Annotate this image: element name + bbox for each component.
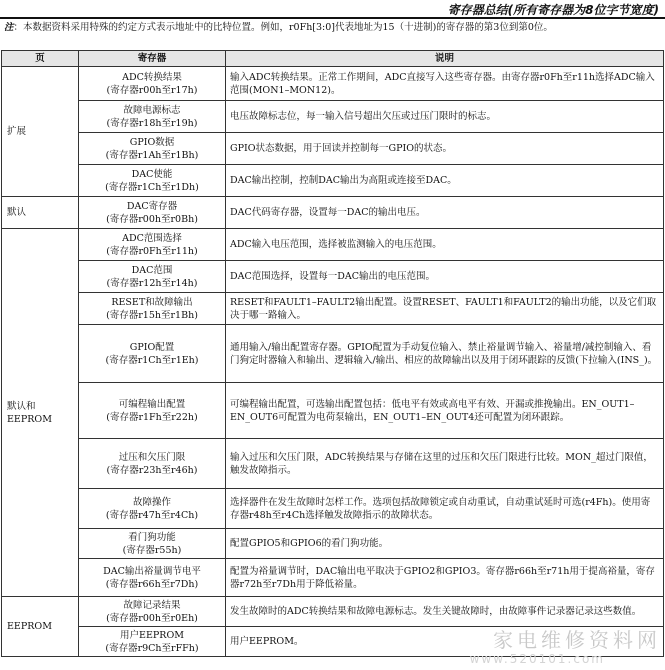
header-register: 寄存器 (79, 51, 226, 67)
register-range: (寄存器r18h至r19h) (106, 117, 198, 129)
register-range: (寄存器r66h至r7Dh) (105, 578, 199, 590)
table-row (2, 165, 664, 197)
description-cell: RESET和FAULT1–FAULT2输出配置。设置RESET、FAULT1和FAULT2的输出功能，以及它们取决于哪一路输入。 (226, 293, 664, 325)
description-cell: 发生故障时的ADC转换结果和故障电源标志。发生关键故障时，由故障事件记录器记录这些数值。 (226, 597, 664, 627)
register-name: 故障操作 (132, 496, 171, 508)
table-row (2, 67, 664, 101)
register-cell (79, 165, 226, 197)
table-row (2, 559, 664, 597)
register-range: (寄存器r12h至r14h) (106, 277, 198, 289)
register-cell (79, 101, 226, 133)
register-cell (79, 197, 226, 229)
note-prefix: 注 (4, 22, 14, 33)
description-cell: GPIO状态数据，用于回读并控制每一GPIO的状态。 (226, 133, 664, 165)
register-range: (寄存器r00h至r0Bh) (106, 213, 198, 225)
table-row (2, 197, 664, 229)
register-name: ADC转换结果 (122, 71, 182, 83)
header-description: 说明 (226, 51, 664, 67)
description-cell: 可编程输出配置，可选输出配置包括：低电平有效或高电平有效、开漏或推挽输出。EN_OUT1–EN_OUT6可配置为电荷泵输出，EN_OUT1–EN_OUT4还可配置为闭环跟踪。 (226, 383, 664, 439)
register-name: 故障记录结果 (123, 599, 181, 611)
register-name: GPIO配置 (129, 341, 175, 353)
note (4, 21, 662, 34)
register-range: (寄存器r15h至r1Bh) (106, 309, 198, 321)
register-range: (寄存器r55h) (122, 544, 182, 556)
description-cell: 用户EEPROM。 (226, 627, 664, 657)
description-cell: 选择器件在发生故障时怎样工作。选项包括故障锁定或自动重试，自动重试延时可选(r4Fh)。使用寄存器r48h至r4Ch选择触发故障指示的故障状态。 (226, 489, 664, 529)
register-name: 可编程输出配置 (118, 398, 186, 410)
register-range: (寄存器r1Ch至r1Eh) (105, 354, 199, 366)
register-range: (寄存器r1Ch至r1Dh) (105, 181, 199, 193)
register-range: (寄存器r00h至r17h) (106, 84, 198, 96)
register-range: (寄存器r47h至r4Ch) (105, 509, 199, 521)
page-title: 寄存器总结(所有寄存器为8位字节宽度) (447, 3, 659, 17)
table-row (2, 489, 664, 529)
register-name: RESET和故障输出 (111, 296, 193, 308)
table-row (2, 261, 664, 293)
description-cell: DAC输出控制，控制DAC输出为高阻或连接至DAC。 (226, 165, 664, 197)
register-name: 用户EEPROM (120, 629, 184, 641)
description-cell: 配置为裕量调节时，DAC输出电平取决于GPIO2和GPIO3。寄存器r66h至r71h用于提高裕量，寄存器r72h至r7Dh用于降低裕量。 (226, 559, 664, 597)
register-range: (寄存器r1Fh至r22h) (106, 411, 198, 423)
register-cell (79, 597, 226, 627)
register-cell (79, 489, 226, 529)
register-summary-table (1, 50, 664, 657)
page-cell-default: 默认 (2, 197, 79, 229)
register-name: ADC范围选择 (122, 232, 182, 244)
register-name: DAC范围 (131, 264, 173, 276)
register-range: (寄存器r0Fh至r11h) (106, 245, 198, 257)
register-cell (79, 133, 226, 165)
header-page: 页 (2, 51, 79, 67)
description-cell: 输入ADC转换结果。正常工作期间，ADC直接写入这些寄存器。由寄存器r0Fh至r11h选择ADC输入范围(MON1–MON12)。 (226, 67, 664, 101)
register-name: DAC输出裕量调节电平 (103, 565, 201, 577)
register-name: DAC使能 (131, 168, 173, 180)
register-cell (79, 67, 226, 101)
watermark-url: www.520101.com (469, 652, 605, 666)
register-range: (寄存器r9Ch至rFFh) (105, 642, 199, 654)
note-text: ：本数据资料采用特殊的约定方式表示地址中的比特位置。例如，r0Fh[3:0]代表地址为15（十进制)的寄存器的第3位到第0位。 (13, 22, 553, 33)
register-cell (79, 529, 226, 559)
register-name: 看门狗功能 (128, 531, 176, 543)
description-cell: 通用输入/输出配置寄存器。GPIO配置为手动复位输入、禁止裕量调节输入、裕量增/减控制输入、看门狗定时器输入和输出、逻辑输入/输出、相应的故障输出以及用于闭环跟踪的反馈(下拉输入(INS_)。 (226, 325, 664, 383)
description-cell: ADC输入电压范围，选择被监测输入的电压范围。 (226, 229, 664, 261)
register-cell (79, 627, 226, 657)
register-cell (79, 261, 226, 293)
table-header-row (2, 51, 664, 67)
register-range: (寄存器r1Ah至r1Bh) (105, 149, 199, 161)
register-cell (79, 439, 226, 489)
page-cell-extended: 扩展 (2, 67, 79, 197)
description-cell: 配置GPIO5和GPIO6的看门狗功能。 (226, 529, 664, 559)
register-name: DAC寄存器 (126, 200, 178, 212)
register-cell (79, 383, 226, 439)
register-name: 过压和欠压门限 (118, 451, 186, 463)
register-name: 故障电源标志 (123, 104, 181, 116)
register-range: (寄存器r23h至r46h) (106, 464, 198, 476)
description-cell: 电压故障标志位，每一输入信号超出欠压或过压门限时的标志。 (226, 101, 664, 133)
table-row (2, 439, 664, 489)
table-row (2, 597, 664, 627)
table-row (2, 529, 664, 559)
register-range: (寄存器r00h至r0Eh) (106, 612, 198, 624)
page-cell-eeprom: EEPROM (2, 597, 79, 657)
register-cell (79, 293, 226, 325)
header-rule (0, 17, 665, 19)
table-row (2, 293, 664, 325)
watermark: 家电维修资料网 (493, 628, 661, 652)
table-row (2, 101, 664, 133)
register-cell (79, 559, 226, 597)
register-cell (79, 229, 226, 261)
table-row (2, 133, 664, 165)
page-header (0, 0, 665, 18)
page-cell-default-eeprom: 默认和 EEPROM (2, 229, 79, 597)
description-cell: DAC代码寄存器，设置每一DAC的输出电压。 (226, 197, 664, 229)
table-row (2, 229, 664, 261)
table-row (2, 383, 664, 439)
description-cell: 输入过压和欠压门限，ADC转换结果与存储在这里的过压和欠压门限进行比较。MON_超过门限值，触发故障指示。 (226, 439, 664, 489)
description-cell: DAC范围选择，设置每一DAC输出的电压范围。 (226, 261, 664, 293)
table-row (2, 325, 664, 383)
register-cell (79, 325, 226, 383)
register-name: GPIO数据 (129, 136, 175, 148)
